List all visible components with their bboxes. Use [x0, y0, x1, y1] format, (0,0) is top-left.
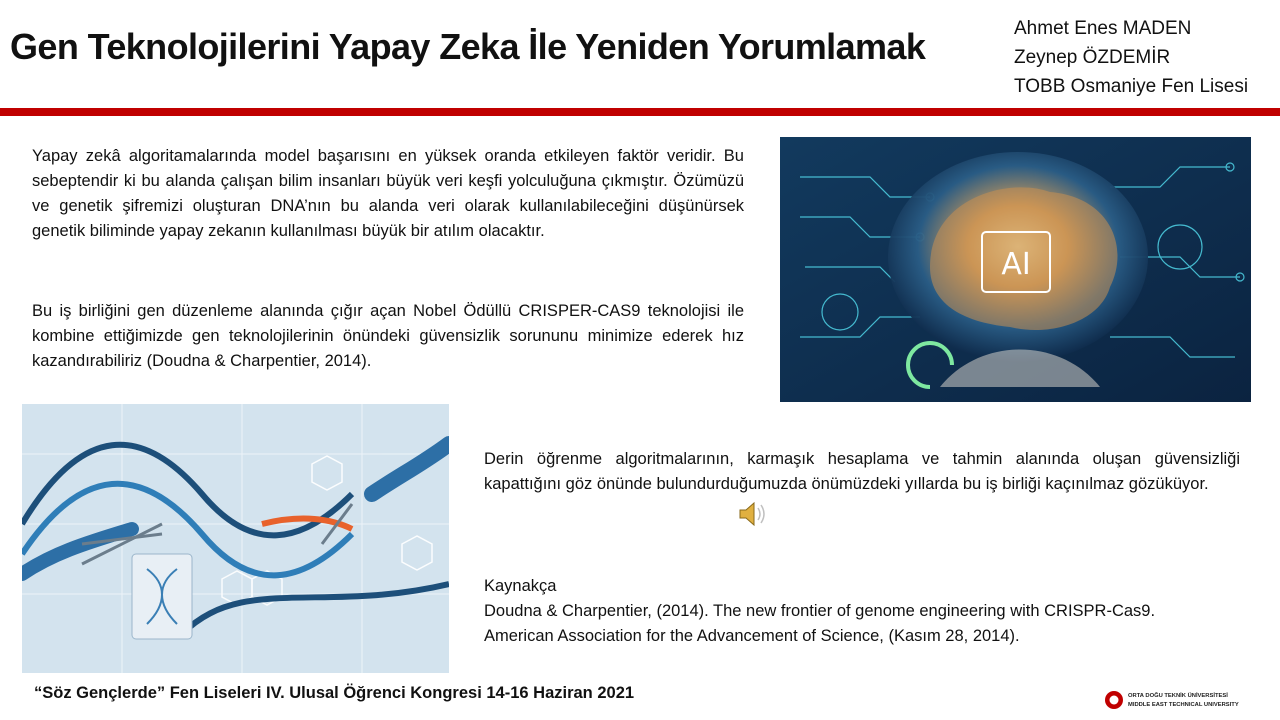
paragraph-deep-learning: Derin öğrenme algoritmalarının, karmaşık hesaplama ve tahmin alanında oluşan güvensizliği kapattığını göz önünde bulundurduğumuzda önümüzdeki yıllarda bu iş birliği kaçınılmaz gözüküyor.: [484, 450, 1240, 493]
paragraph-intro: Yapay zekâ algoritamalarında model başarısını en yüksek oranda etkileyen faktör veridir. Bu sebeptendir ki bu alanda çalışan bilim insanları büyük veri keşfi yolculuğuna çıkmıştır. Özümüzü ve genetik şifremizi oluşturan DNA’nın bu alanda veri olarak kullanılabileceğini düşünürsek genetik biliminde yapay zekanın kullanılması büyük bir atılım olacaktır.: [32, 147, 744, 240]
header-divider: [0, 108, 1280, 116]
school-name: TOBB Osmaniye Fen Lisesi: [1014, 76, 1249, 97]
paragraph-crispr: Bu iş birliğini gen düzenleme alanında çığır açan Nobel Ödüllü CRISPER-CAS9 teknolojisi ile kombine ettiğimizde gen teknolojilerinin önündeki güvensizlik sorununu minimize ederek hız kazandırabiliriz (Doudna & Charpentier, 2014).: [32, 302, 744, 370]
ai-brain-image: [780, 137, 1251, 402]
references: [484, 574, 1224, 649]
logo-line-tr: ORTA DOĞU TEKNİK ÜNİVERSİTESİ: [1128, 693, 1228, 699]
metu-logo-mark: [1104, 690, 1124, 710]
author-block: [1014, 14, 1248, 101]
reference-item: Doudna & Charpentier, (2014). The new frontier of genome engineering with CRISPR-Cas9. American Association for the Advancement of Science, (Kasım 28, 2014).: [484, 602, 1156, 645]
author-1: Ahmet Enes MADEN: [1014, 18, 1192, 39]
dna-crispr-image: [22, 404, 449, 673]
slide-title: Gen Teknolojilerini Yapay Zeka İle Yeniden Yorumlamak: [10, 26, 926, 67]
logo-line-en: MIDDLE EAST TECHNICAL UNIVERSITY: [1128, 702, 1239, 708]
footer-text: “Söz Gençlerde” Fen Liseleri IV. Ulusal Öğrenci Kongresi 14-16 Haziran 2021: [34, 684, 635, 702]
references-title: Kaynakça: [484, 577, 557, 595]
author-2: Zeynep ÖZDEMİR: [1014, 47, 1171, 68]
speaker-icon[interactable]: [737, 499, 769, 529]
metu-logo: [1104, 688, 1274, 716]
ai-label: AI: [1001, 247, 1031, 282]
